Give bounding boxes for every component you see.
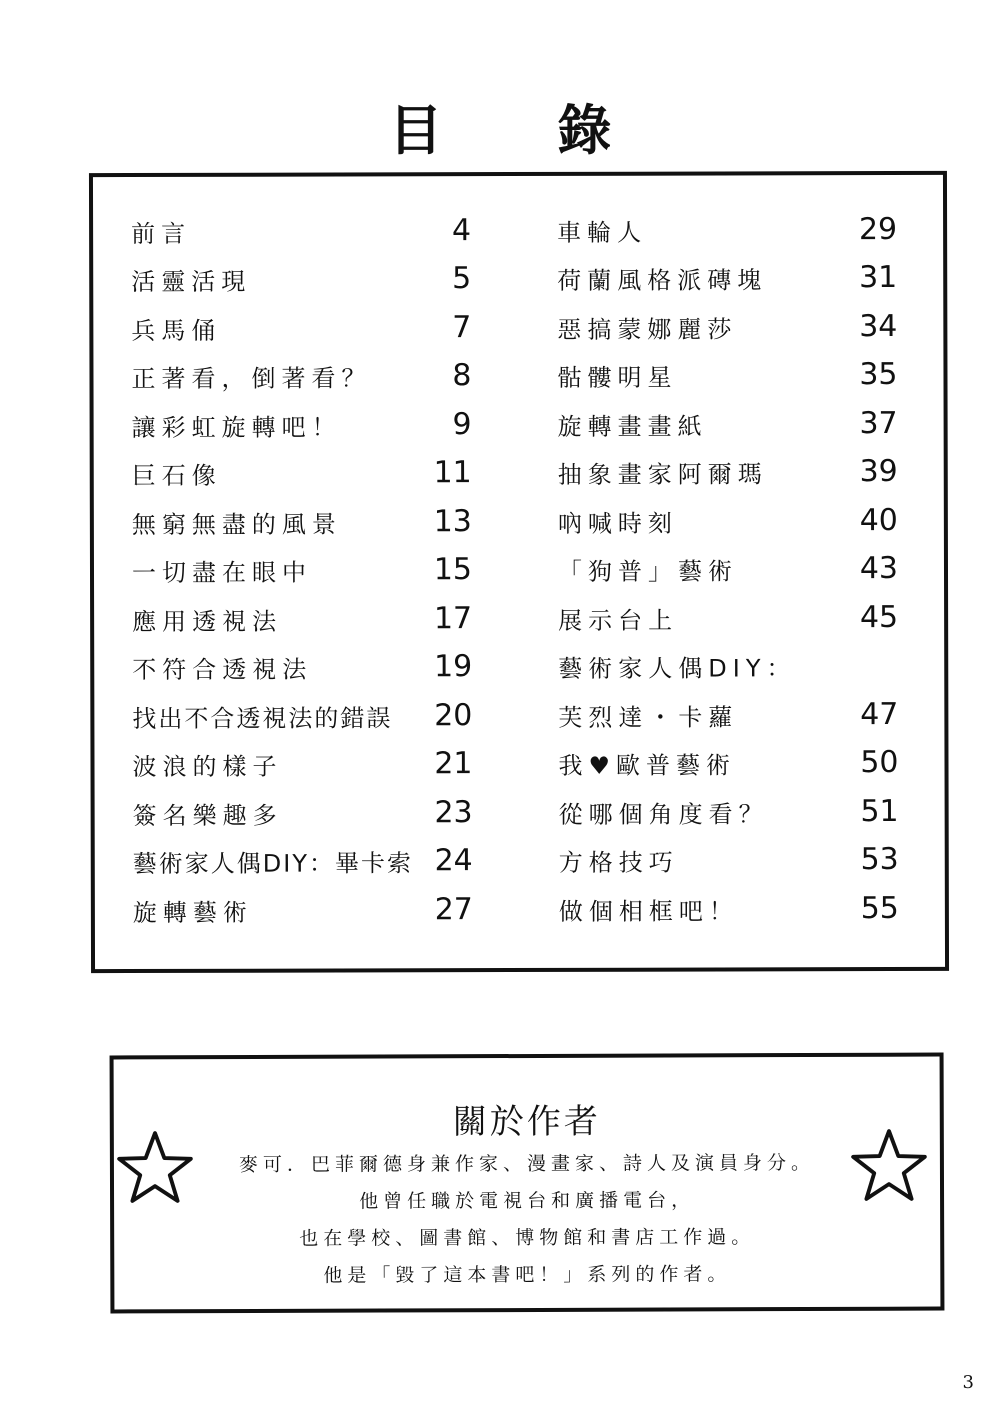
toc-entry-label: 簽名樂趣多 [132, 801, 283, 830]
toc-entry-label: 吶喊時刻 [557, 509, 678, 538]
star-outline-icon [116, 1130, 194, 1204]
page-number: 3 [962, 1372, 974, 1393]
toc-entry-label: 骷髏明星 [557, 363, 678, 393]
toc-entry[interactable] [557, 302, 897, 351]
toc-entry-page: 34 [859, 308, 898, 344]
toc-entry[interactable] [558, 593, 898, 642]
toc-entry-page: 9 [452, 406, 472, 442]
toc-entry[interactable] [132, 449, 472, 498]
toc-entry-page: 17 [433, 600, 473, 636]
toc-entry[interactable] [132, 497, 472, 546]
toc-entry-label: 找出不合透視法的錯誤 [132, 704, 393, 733]
toc-entry-label: 兵馬俑 [131, 316, 222, 345]
toc-entry[interactable] [557, 254, 897, 303]
toc-entry-page: 24 [434, 843, 473, 879]
toc-entry-label: 我♥歐普藝術 [558, 751, 737, 781]
toc-entry-label: 前言 [131, 219, 192, 248]
toc-entry-label: 「狗普」藝術 [557, 557, 739, 587]
toc-entry-page: 39 [859, 454, 898, 490]
toc-entry-label: 藝術家人偶DIY：畢卡索 [132, 849, 414, 879]
toc-entry-page: 29 [858, 211, 898, 247]
toc-entry[interactable] [131, 255, 471, 304]
toc-entry[interactable] [131, 352, 471, 401]
page-title: 目 錄 [388, 99, 660, 162]
toc-entry-label: 正著看，倒著看？ [131, 364, 372, 394]
toc-entry[interactable] [131, 303, 471, 352]
toc-entry-page: 11 [433, 455, 472, 491]
toc-entry-page: 27 [434, 891, 473, 927]
toc-entry-page: 53 [860, 842, 899, 878]
toc-entry[interactable] [558, 739, 898, 788]
toc-entry-label: 藝術家人偶DIY： [558, 654, 797, 684]
toc-entry[interactable] [557, 351, 897, 400]
toc-entry-label: 活靈活現 [131, 267, 252, 297]
toc-entry-label: 展示台上 [558, 606, 679, 635]
toc-entry-page: 8 [452, 358, 472, 394]
toc-entry[interactable] [559, 787, 899, 836]
toc-entry-label: 旋轉藝術 [132, 898, 253, 927]
toc-entry-page: 20 [434, 697, 473, 733]
toc-entry[interactable] [559, 836, 899, 885]
toc-entry-page: 15 [433, 552, 473, 588]
toc-entry-label: 抽象畫家阿爾瑪 [557, 460, 768, 490]
toc-entry-label: 無窮無盡的風景 [131, 510, 342, 539]
toc-entry-page: 43 [859, 551, 899, 587]
star-outline-icon [850, 1128, 928, 1202]
toc-right-column [557, 205, 899, 933]
toc-entry-label: 應用透視法 [132, 607, 283, 636]
about-line: 麥可．巴菲爾德身兼作家、漫畫家、詩人及演員身分。 [238, 1151, 815, 1177]
toc-entry[interactable] [559, 884, 899, 933]
toc-entry[interactable] [558, 399, 898, 448]
toc-entry-page: 31 [858, 260, 898, 296]
about-line: 也在學校、圖書館、博物館和書店工作過。 [299, 1226, 756, 1250]
toc-entry[interactable] [558, 545, 898, 594]
about-line: 他曾任職於電視台和廣播電台， [359, 1189, 696, 1213]
toc-entry-label: 車輪人 [557, 218, 648, 247]
toc-entry-label: 旋轉畫畫紙 [557, 412, 708, 441]
toc-entry[interactable] [133, 788, 473, 837]
toc-entry-label: 荷蘭風格派磚塊 [557, 266, 768, 296]
toc-entry-label: 芙烈達・卡蘿 [558, 703, 739, 732]
toc-entry-label: 從哪個角度看？ [558, 800, 769, 829]
toc-entry-page: 47 [860, 696, 899, 732]
toc-entry[interactable] [132, 740, 472, 789]
toc-entry-page: 40 [859, 502, 898, 538]
toc-entry[interactable] [132, 400, 472, 449]
toc-entry-page: 5 [452, 261, 472, 297]
toc-entry-page: 19 [434, 649, 473, 685]
about-author-box [110, 1053, 945, 1314]
toc-entry[interactable] [557, 205, 897, 254]
about-author-title: 關於作者 [452, 1101, 601, 1143]
toc-entry[interactable] [131, 206, 471, 255]
toc-entry[interactable] [133, 885, 473, 934]
toc-entry-page: 21 [434, 746, 473, 782]
toc-entry-label: 不符合透視法 [132, 655, 313, 685]
toc-left-column [131, 206, 473, 934]
toc-entry[interactable] [133, 837, 473, 886]
toc-entry[interactable] [132, 594, 472, 643]
toc-entry-label: 方格技巧 [558, 848, 679, 878]
toc-entry-page: 51 [860, 793, 899, 829]
toc-entry-label: 做個相框吧！ [558, 897, 739, 926]
toc-entry-label: 巨石像 [131, 462, 222, 491]
toc-entry-label: 波浪的樣子 [132, 752, 283, 782]
toc-entry[interactable] [132, 546, 472, 595]
toc-entry-label: 一切盡在眼中 [131, 558, 313, 588]
toc-entry[interactable] [558, 642, 898, 691]
toc-entry-page: 7 [452, 309, 472, 345]
toc-entry[interactable] [132, 643, 472, 692]
about-author-text [114, 1145, 941, 1296]
about-line: 他是「毀了這本書吧！」系列的作者。 [323, 1263, 732, 1287]
toc-entry-page: 35 [859, 357, 898, 393]
toc-entry-page: 55 [860, 890, 899, 926]
toc-entry-page: 37 [859, 405, 898, 441]
toc-entry-label: 惡搞蒙娜麗莎 [557, 315, 738, 344]
toc-entry-page: 23 [434, 794, 473, 830]
toc-entry-page: 13 [433, 503, 472, 539]
toc-entry-page: 50 [860, 745, 899, 781]
toc-entry[interactable] [558, 496, 898, 545]
toc-entry-label: 讓彩虹旋轉吧！ [131, 413, 342, 442]
toc-entry-page: 4 [451, 212, 472, 248]
table-of-contents-box [89, 171, 949, 973]
toc-entry-page: 45 [859, 599, 899, 635]
toc-entry[interactable] [558, 690, 898, 739]
toc-entry[interactable] [558, 448, 898, 497]
toc-entry[interactable] [132, 691, 472, 740]
